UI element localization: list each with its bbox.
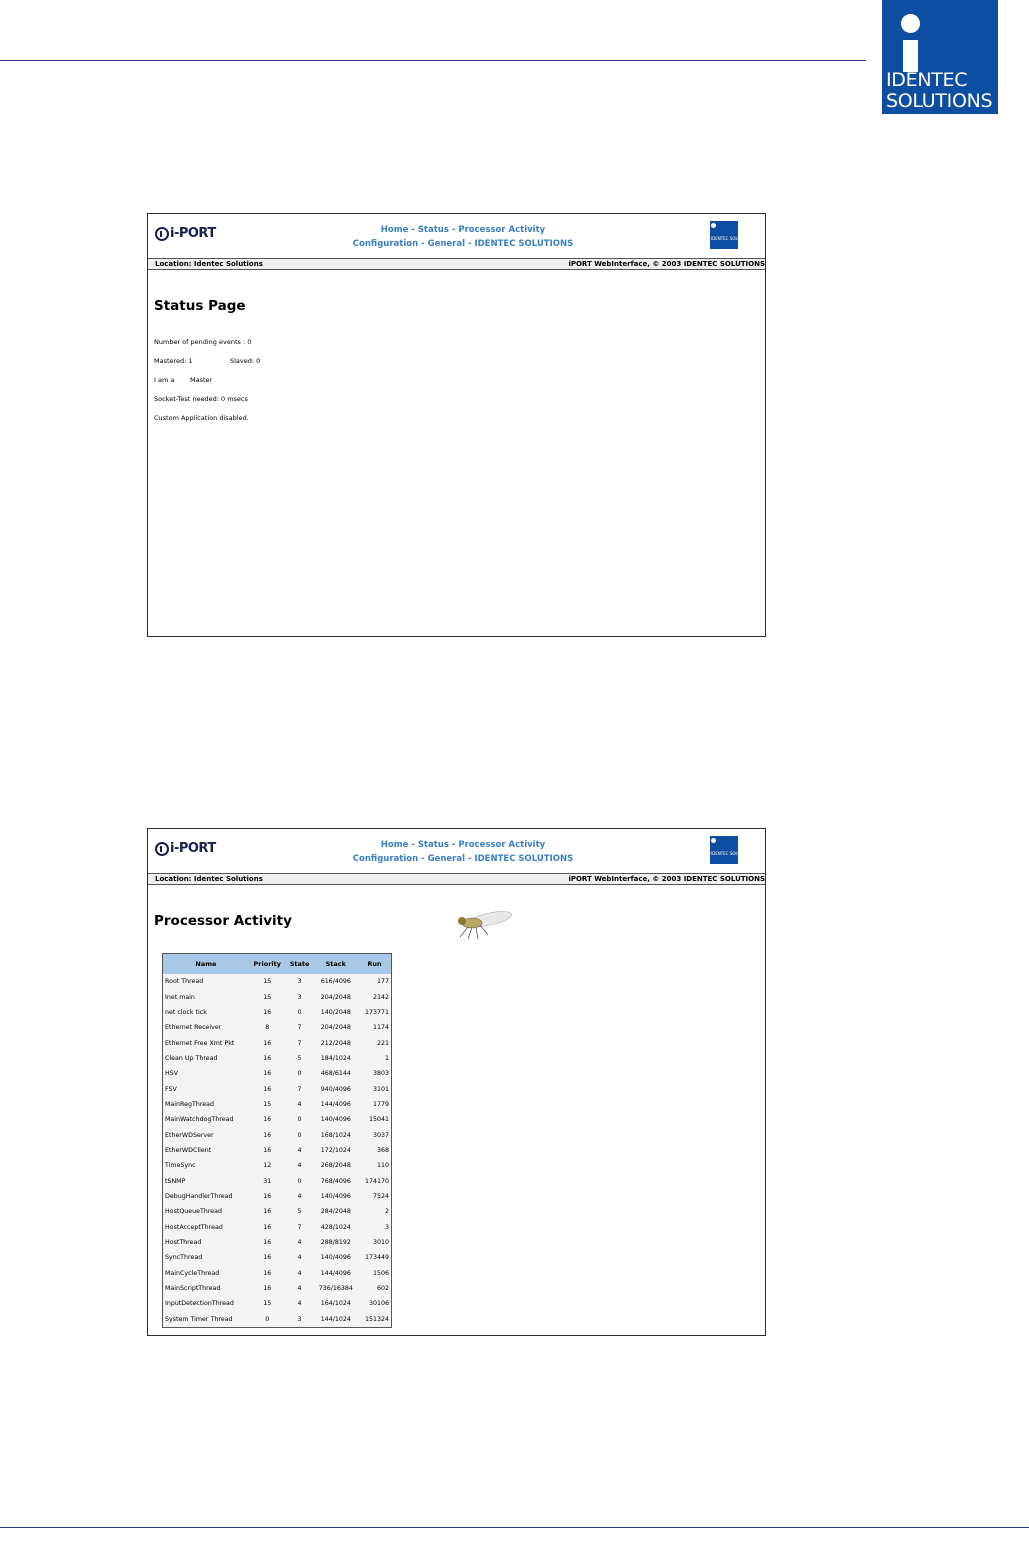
nav-separator: -: [418, 239, 428, 249]
table-row: [163, 1143, 391, 1158]
cell-priority: 16: [263, 1146, 272, 1154]
table-row: [163, 1189, 391, 1204]
processor-activity-screenshot: [147, 828, 766, 1336]
nav-row-1: [318, 838, 608, 852]
cell-priority: 16: [263, 1223, 272, 1231]
cell-run: 177: [376, 978, 389, 986]
cell-stack: 768/4096: [320, 1177, 351, 1185]
cell-name: Ethernet Free Xmt Pkt: [165, 1039, 235, 1047]
cell-stack: 172/1024: [320, 1146, 351, 1154]
table-row: [163, 1127, 391, 1142]
cell-name: Inet main: [165, 993, 195, 1001]
mini-logo-dot-icon: [711, 223, 716, 228]
cell-stack: 140/4096: [320, 1192, 351, 1200]
nav-separator: -: [465, 239, 475, 249]
cell-run: 110: [376, 1162, 389, 1170]
cell-name: net clock tick: [165, 1008, 207, 1016]
iport-brand: [155, 841, 216, 856]
mini-identec-logo[interactable]: [710, 221, 753, 249]
cell-priority: 8: [265, 1024, 270, 1032]
cell-stack: 284/2048: [320, 1208, 351, 1216]
cell-priority: 16: [263, 1285, 272, 1293]
table-row: [163, 989, 391, 1004]
table-row: [163, 1281, 391, 1296]
cell-state: 5: [297, 1208, 302, 1216]
mini-identec-logo[interactable]: [710, 836, 753, 864]
cell-state: 3: [297, 1315, 302, 1323]
cell-name: Clean Up Thread: [165, 1054, 218, 1062]
cell-state: 7: [297, 1024, 302, 1032]
cell-run: 7524: [372, 1192, 389, 1200]
cell-stack: 268/2048: [320, 1162, 351, 1170]
pending-events-text: Number of pending events : 0: [154, 338, 252, 346]
page-title: Status Page: [154, 298, 246, 314]
table-row: [163, 1235, 391, 1250]
cell-state: 0: [297, 1070, 302, 1078]
cell-stack: 736/16384: [318, 1285, 353, 1293]
cell-priority: 16: [263, 1254, 272, 1262]
table-row: [163, 1112, 391, 1127]
nav-separator: -: [448, 840, 459, 850]
cell-run: 1506: [372, 1269, 389, 1277]
cell-state: 7: [297, 1085, 302, 1093]
cell-name: MainWatchdogThread: [165, 1116, 234, 1124]
cell-run: 1174: [372, 1024, 389, 1032]
nav-status-link[interactable]: Status: [417, 840, 449, 850]
col-priority: Priority: [249, 954, 286, 974]
cell-run: 3010: [372, 1239, 389, 1247]
cell-name: TimeSync: [165, 1162, 196, 1170]
cell-name: HostQueueThread: [165, 1208, 223, 1216]
table-row: [163, 1081, 391, 1096]
nav-separator: -: [448, 225, 459, 235]
col-state: State: [286, 954, 314, 974]
cell-name: HSV: [165, 1070, 179, 1078]
cell-name: Root Thread: [165, 978, 204, 986]
cell-name: MainCycleThread: [165, 1269, 220, 1277]
nav-general-link[interactable]: General: [427, 854, 466, 864]
header-rule: [0, 60, 866, 61]
cell-priority: 16: [263, 1269, 272, 1277]
nav-separator: -: [418, 854, 428, 864]
copyright-text: iPORT WebInterface, © 2003 IDENTEC SOLUTIONS: [568, 260, 765, 268]
location-text: Location: Identec Solutions: [155, 260, 263, 268]
cell-name: MainRegThread: [165, 1100, 215, 1108]
cell-priority: 16: [263, 1131, 272, 1139]
cell-stack: 140/2048: [320, 1008, 351, 1016]
cell-state: 0: [297, 1116, 302, 1124]
cell-run: 30106: [368, 1300, 389, 1308]
col-name: Name: [163, 954, 249, 974]
nav-status-link[interactable]: Status: [417, 225, 449, 235]
cell-run: 221: [376, 1039, 389, 1047]
cell-state: 7: [297, 1223, 302, 1231]
cell-stack: 288/8192: [320, 1239, 351, 1247]
cell-priority: 16: [263, 1008, 272, 1016]
nav-separator: -: [408, 225, 418, 235]
fly-icon: [450, 909, 516, 941]
nav-general-link[interactable]: General: [427, 239, 466, 249]
table-row: [163, 1204, 391, 1219]
cell-stack: 184/1024: [320, 1054, 351, 1062]
cell-name: EtherWDClient: [165, 1146, 212, 1154]
iport-brand-text: i-PORT: [170, 841, 216, 856]
cell-stack: 204/2048: [320, 1024, 351, 1032]
cell-priority: 15: [263, 978, 272, 986]
cell-priority: 16: [263, 1116, 272, 1124]
mini-logo-dot-icon: [711, 838, 716, 843]
cell-stack: 140/4096: [320, 1254, 351, 1262]
cell-state: 4: [297, 1285, 302, 1293]
mastered-text: Mastered: 1: [154, 357, 193, 365]
cell-priority: 16: [263, 1054, 272, 1062]
iport-brand: [155, 226, 216, 241]
cell-state: 4: [297, 1254, 302, 1262]
table-row: [163, 1220, 391, 1235]
cell-stack: 428/1024: [320, 1223, 351, 1231]
table-row: [163, 1005, 391, 1020]
cell-name: MainScriptThread: [165, 1285, 221, 1293]
location-bar: [148, 873, 765, 885]
nav-row-2: [318, 852, 608, 866]
nav-identec-link[interactable]: IDENTEC SOLUTIONS: [474, 854, 574, 864]
location-bar: [148, 258, 765, 270]
cell-priority: 16: [263, 1039, 272, 1047]
cell-run: 2: [384, 1208, 389, 1216]
cell-state: 3: [297, 993, 302, 1001]
cell-priority: 15: [263, 1100, 272, 1108]
table-header-row: [163, 954, 391, 974]
slaved-text: Slaved: 0: [230, 357, 261, 365]
table-row: [163, 1035, 391, 1050]
cell-state: 7: [297, 1039, 302, 1047]
logo-bar-icon: [903, 40, 918, 72]
table-row: [163, 1250, 391, 1265]
table-row: [163, 1097, 391, 1112]
cell-state: 4: [297, 1269, 302, 1277]
cell-run: 368: [376, 1146, 389, 1154]
cell-priority: 16: [263, 1085, 272, 1093]
cell-run: 15041: [368, 1116, 389, 1124]
cell-stack: 140/4096: [320, 1116, 351, 1124]
cell-priority: 15: [263, 993, 272, 1001]
cell-state: 0: [297, 1131, 302, 1139]
footer-rule: [0, 1527, 1029, 1528]
cell-name: tSNMP: [165, 1177, 186, 1185]
cell-run: 1: [384, 1054, 389, 1062]
cell-run: 174170: [364, 1177, 389, 1185]
nav-configuration-link[interactable]: Configuration: [352, 854, 419, 864]
cell-priority: 31: [263, 1177, 272, 1185]
cell-stack: 468/6144: [320, 1070, 351, 1078]
cell-priority: 16: [263, 1070, 272, 1078]
cell-priority: 16: [263, 1239, 272, 1247]
table-body: [163, 974, 391, 1327]
cell-name: HostThread: [165, 1239, 202, 1247]
nav-processor-activity-link[interactable]: Processor Activity: [458, 840, 546, 850]
cell-state: 3: [297, 978, 302, 986]
thread-table: [162, 953, 392, 1328]
cell-run: 3: [384, 1223, 389, 1231]
cell-run: 3037: [372, 1131, 389, 1139]
cell-name: EtherWDServer: [165, 1131, 214, 1139]
page-title: Processor Activity: [154, 913, 292, 929]
col-run: Run: [358, 954, 391, 974]
nav-identec-link[interactable]: IDENTEC SOLUTIONS: [474, 239, 574, 249]
i-am-a-label: I am a: [154, 376, 175, 384]
cell-stack: 616/4096: [320, 978, 351, 986]
cell-name: Ethernet Receiver: [165, 1024, 222, 1032]
table-row: [163, 1296, 391, 1311]
cell-state: 4: [297, 1100, 302, 1108]
table-row: [163, 1066, 391, 1081]
cell-name: System Timer Thread: [165, 1315, 233, 1323]
custom-app-text: Custom Application disabled.: [154, 414, 249, 422]
cell-state: 0: [297, 1177, 302, 1185]
cell-state: 4: [297, 1162, 302, 1170]
cell-run: 2142: [372, 993, 389, 1001]
cell-priority: 12: [263, 1162, 272, 1170]
nav-configuration-link[interactable]: Configuration: [352, 239, 419, 249]
cell-run: 151324: [364, 1315, 389, 1323]
cell-state: 4: [297, 1146, 302, 1154]
logo-dot-icon: [901, 14, 920, 33]
table-row: [163, 1312, 391, 1327]
cell-priority: 16: [263, 1208, 272, 1216]
logo-line-1: IDENTEC: [886, 69, 968, 91]
cell-run: 173771: [364, 1008, 389, 1016]
iport-logo-icon: [155, 227, 169, 241]
cell-stack: 144/1024: [320, 1315, 351, 1323]
table-row: [163, 1020, 391, 1035]
table-row: [163, 1266, 391, 1281]
cell-name: SyncThread: [165, 1254, 203, 1262]
nav-home-link[interactable]: Home: [380, 225, 409, 235]
mini-logo-text: IDENTEC SOLUTIONS: [711, 851, 753, 856]
nav-separator: -: [408, 840, 418, 850]
identec-logo: [882, 0, 998, 114]
table-row: [163, 1158, 391, 1173]
cell-stack: 168/1024: [320, 1131, 351, 1139]
cell-priority: 16: [263, 1192, 272, 1200]
socket-test-text: Socket-Test needed: 0 msecs: [154, 395, 248, 403]
cell-state: 4: [297, 1239, 302, 1247]
nav-home-link[interactable]: Home: [380, 840, 409, 850]
nav-row-2: [318, 237, 608, 251]
cell-stack: 204/2048: [320, 993, 351, 1001]
cell-run: 3803: [372, 1070, 389, 1078]
status-page-screenshot: [147, 213, 766, 637]
cell-name: FSV: [165, 1085, 177, 1093]
cell-run: 1779: [372, 1100, 389, 1108]
cell-run: 602: [376, 1285, 389, 1293]
cell-name: HostAcceptThread: [165, 1223, 223, 1231]
cell-state: 4: [297, 1300, 302, 1308]
nav-separator: -: [465, 854, 475, 864]
cell-run: 3101: [372, 1085, 389, 1093]
cell-stack: 940/4096: [320, 1085, 351, 1093]
cell-stack: 164/1024: [320, 1300, 351, 1308]
table-row: [163, 1173, 391, 1188]
col-stack: Stack: [313, 954, 358, 974]
table-row: [163, 1051, 391, 1066]
cell-run: 173449: [364, 1254, 389, 1262]
cell-name: InputDetectionThread: [165, 1300, 234, 1308]
cell-stack: 144/4096: [320, 1100, 351, 1108]
location-text: Location: Identec Solutions: [155, 875, 263, 883]
cell-state: 0: [297, 1008, 302, 1016]
cell-priority: 15: [263, 1300, 272, 1308]
cell-priority: 0: [265, 1315, 270, 1323]
i-am-a-value: Master: [190, 376, 213, 384]
table-row: [163, 974, 391, 989]
iport-brand-text: i-PORT: [170, 226, 216, 241]
mini-logo-text: IDENTEC SOLUTIONS: [711, 236, 753, 241]
logo-line-2: SOLUTIONS: [886, 90, 993, 112]
cell-state: 4: [297, 1192, 302, 1200]
cell-state: 5: [297, 1054, 302, 1062]
copyright-text: iPORT WebInterface, © 2003 IDENTEC SOLUTIONS: [568, 875, 765, 883]
cell-stack: 144/4096: [320, 1269, 351, 1277]
nav-processor-activity-link[interactable]: Processor Activity: [458, 225, 546, 235]
cell-name: DebugHandlerThread: [165, 1192, 233, 1200]
iport-logo-icon: [155, 842, 169, 856]
nav-row-1: [318, 223, 608, 237]
cell-stack: 212/2048: [320, 1039, 351, 1047]
